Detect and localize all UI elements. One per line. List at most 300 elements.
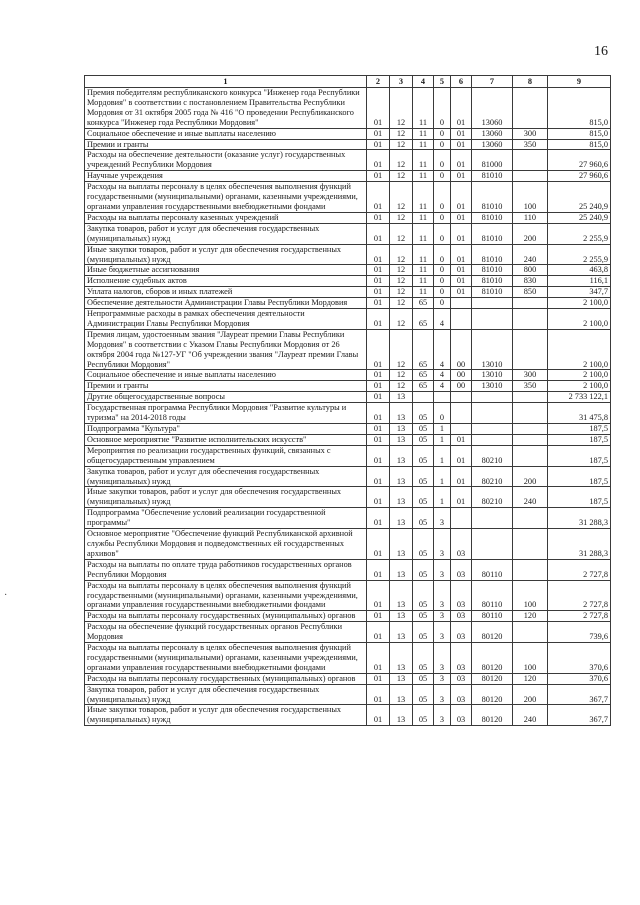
row-name-cell: Исполнение судебных актов	[85, 276, 367, 287]
row-name-cell: Уплата налогов, сборов и иных платежей	[85, 287, 367, 298]
row-code-cell: 3	[434, 673, 451, 684]
row-amount-cell: 2 100,0	[548, 329, 611, 370]
row-code-cell: 3	[434, 508, 451, 529]
row-code-cell: 00	[451, 329, 472, 370]
row-code-cell: 1	[434, 487, 451, 508]
row-amount-cell: 25 240,9	[548, 182, 611, 213]
row-code-cell: 01	[367, 128, 390, 139]
row-name-cell: Научные учреждения	[85, 171, 367, 182]
row-code-cell: 13	[390, 559, 413, 580]
row-code-cell	[451, 403, 472, 424]
row-name-cell: Расходы на обеспечение функций государственных органов Республики Мордовия	[85, 622, 367, 643]
row-code-cell: 05	[413, 403, 434, 424]
row-code-cell: 13	[390, 580, 413, 611]
row-code-cell: 05	[413, 466, 434, 487]
row-code-cell: 05	[413, 508, 434, 529]
row-code-cell: 01	[451, 466, 472, 487]
row-name-cell: Мероприятия по реализации государственных функций, связанных с общегосударственным управлением	[85, 445, 367, 466]
table-row	[85, 643, 611, 674]
row-code-cell: 65	[413, 370, 434, 381]
row-code-cell: 12	[390, 212, 413, 223]
row-code-cell: 81010	[472, 223, 513, 244]
row-code-cell: 01	[367, 276, 390, 287]
row-code-cell: 01	[451, 212, 472, 223]
row-code-cell: 3	[434, 559, 451, 580]
row-code-cell: 240	[513, 244, 548, 265]
row-code-cell: 05	[413, 643, 434, 674]
row-code-cell: 80120	[472, 705, 513, 726]
row-code-cell: 01	[367, 139, 390, 150]
header-col-5: 5	[434, 76, 451, 88]
row-code-cell: 01	[367, 580, 390, 611]
row-amount-cell: 739,6	[548, 622, 611, 643]
row-code-cell	[513, 403, 548, 424]
row-code-cell	[513, 529, 548, 560]
row-code-cell: 01	[367, 487, 390, 508]
budget-table	[84, 75, 611, 726]
row-code-cell: 01	[367, 466, 390, 487]
row-code-cell	[472, 309, 513, 330]
row-amount-cell: 187,5	[548, 445, 611, 466]
table-row	[85, 508, 611, 529]
row-code-cell: 13060	[472, 88, 513, 129]
row-code-cell	[513, 329, 548, 370]
row-code-cell: 0	[434, 88, 451, 129]
table-row	[85, 559, 611, 580]
row-amount-cell: 31 288,3	[548, 508, 611, 529]
table-body	[85, 76, 611, 726]
row-code-cell: 4	[434, 370, 451, 381]
row-code-cell: 12	[390, 276, 413, 287]
header-col-1: 1	[85, 76, 367, 88]
row-name-cell: Расходы на выплаты персоналу в целях обеспечения выполнения функций государственными (муниципальными) органами, казенными учреждениями, органами управления государственными внебюджетными фондами	[85, 182, 367, 213]
row-code-cell: 3	[434, 684, 451, 705]
row-code-cell: 11	[413, 128, 434, 139]
table-row	[85, 265, 611, 276]
row-code-cell: 12	[390, 88, 413, 129]
table-row	[85, 487, 611, 508]
row-amount-cell: 367,7	[548, 684, 611, 705]
row-code-cell: 830	[513, 276, 548, 287]
row-code-cell: 80120	[472, 673, 513, 684]
table-row	[85, 88, 611, 129]
table-row	[85, 392, 611, 403]
row-name-cell: Расходы на выплаты персоналу в целях обеспечения выполнения функций государственными (муниципальными) органами, казенными учреждениями, органами управления государственными внебюджетными фондами	[85, 580, 367, 611]
row-code-cell: 4	[434, 381, 451, 392]
row-code-cell: 01	[367, 265, 390, 276]
row-code-cell	[513, 622, 548, 643]
row-code-cell: 01	[367, 622, 390, 643]
row-code-cell: 13	[390, 529, 413, 560]
header-col-2: 2	[367, 76, 390, 88]
row-name-cell: Расходы на выплаты персоналу государственных (муниципальных) органов	[85, 611, 367, 622]
row-name-cell: Подпрограмма "Культура"	[85, 424, 367, 435]
row-code-cell: 81010	[472, 276, 513, 287]
row-code-cell: 0	[434, 265, 451, 276]
row-code-cell: 03	[451, 611, 472, 622]
row-amount-cell: 347,7	[548, 287, 611, 298]
row-name-cell: Премия лицам, удостоенным звания "Лауреат премии Главы Республики Мордовия" в соответствии с Указом Главы Республики Мордовия от 26 октября 2004 года №127-УГ "Об учреждении звания "Лауреат премии Главы Республики Мордовия"	[85, 329, 367, 370]
row-code-cell: 300	[513, 370, 548, 381]
row-name-cell: Непрограммные расходы в рамках обеспечения деятельности Администрации Главы Республики Мордовия	[85, 309, 367, 330]
row-code-cell: 13010	[472, 329, 513, 370]
row-code-cell: 13	[390, 611, 413, 622]
table-row	[85, 434, 611, 445]
row-name-cell: Расходы на выплаты по оплате труда работников государственных органов Республики Мордовия	[85, 559, 367, 580]
row-code-cell: 12	[390, 223, 413, 244]
row-amount-cell: 2 100,0	[548, 309, 611, 330]
row-code-cell: 80110	[472, 559, 513, 580]
row-code-cell: 05	[413, 434, 434, 445]
row-amount-cell: 31 288,3	[548, 529, 611, 560]
row-code-cell: 12	[390, 370, 413, 381]
row-code-cell: 120	[513, 673, 548, 684]
row-amount-cell: 2 727,8	[548, 611, 611, 622]
row-code-cell: 05	[413, 529, 434, 560]
row-code-cell	[413, 392, 434, 403]
row-code-cell: 11	[413, 150, 434, 171]
row-code-cell: 13	[390, 403, 413, 424]
row-code-cell: 13060	[472, 128, 513, 139]
row-code-cell: 01	[451, 487, 472, 508]
row-code-cell: 0	[434, 182, 451, 213]
row-amount-cell: 2 255,9	[548, 244, 611, 265]
row-amount-cell: 2 100,0	[548, 370, 611, 381]
row-name-cell: Подпрограмма "Обеспечение условий реализации государственной программы"	[85, 508, 367, 529]
row-code-cell: 01	[367, 643, 390, 674]
row-code-cell: 65	[413, 309, 434, 330]
row-code-cell: 0	[434, 212, 451, 223]
table-row	[85, 580, 611, 611]
row-code-cell: 03	[451, 622, 472, 643]
row-code-cell: 13	[390, 684, 413, 705]
row-code-cell	[472, 529, 513, 560]
row-code-cell: 0	[434, 128, 451, 139]
row-code-cell: 05	[413, 424, 434, 435]
header-col-8: 8	[513, 76, 548, 88]
table-row	[85, 622, 611, 643]
table-row	[85, 370, 611, 381]
row-code-cell: 81010	[472, 171, 513, 182]
row-code-cell: 01	[451, 139, 472, 150]
row-code-cell: 12	[390, 171, 413, 182]
header-col-6: 6	[451, 76, 472, 88]
table-row	[85, 223, 611, 244]
row-amount-cell: 463,8	[548, 265, 611, 276]
row-code-cell: 300	[513, 128, 548, 139]
row-code-cell: 81010	[472, 287, 513, 298]
row-code-cell: 01	[367, 705, 390, 726]
row-code-cell: 350	[513, 139, 548, 150]
row-code-cell: 200	[513, 684, 548, 705]
header-col-3: 3	[390, 76, 413, 88]
row-name-cell: Расходы на обеспечение деятельности (оказание услуг) государственных учреждений Республики Мордовия	[85, 150, 367, 171]
row-code-cell: 05	[413, 684, 434, 705]
row-code-cell: 05	[413, 580, 434, 611]
row-code-cell: 12	[390, 244, 413, 265]
row-name-cell: Иные бюджетные ассигнования	[85, 265, 367, 276]
row-code-cell: 4	[434, 309, 451, 330]
table-row	[85, 171, 611, 182]
row-code-cell	[472, 434, 513, 445]
row-code-cell: 01	[367, 244, 390, 265]
row-code-cell: 81010	[472, 182, 513, 213]
row-code-cell: 80120	[472, 643, 513, 674]
row-name-cell: Премия победителям республиканского конкурса "Инженер года Республики Мордовия" в соответствии с постановлением Правительства Республики Мордовия от 31 октября 2005 года № 416 "О проведении Республиканского конкурса "Инженер года Республики Мордовия"	[85, 88, 367, 129]
row-code-cell	[472, 298, 513, 309]
row-code-cell: 100	[513, 643, 548, 674]
row-code-cell: 05	[413, 445, 434, 466]
row-code-cell: 240	[513, 487, 548, 508]
row-code-cell: 800	[513, 265, 548, 276]
row-code-cell	[513, 434, 548, 445]
row-amount-cell: 370,6	[548, 643, 611, 674]
row-code-cell: 13	[390, 434, 413, 445]
row-code-cell: 80120	[472, 684, 513, 705]
table-row	[85, 276, 611, 287]
row-code-cell: 80110	[472, 580, 513, 611]
row-code-cell: 3	[434, 705, 451, 726]
row-code-cell: 200	[513, 223, 548, 244]
row-code-cell: 0	[434, 287, 451, 298]
row-code-cell: 01	[367, 611, 390, 622]
row-name-cell: Премии и гранты	[85, 381, 367, 392]
row-code-cell: 01	[451, 88, 472, 129]
row-code-cell: 12	[390, 128, 413, 139]
row-code-cell: 11	[413, 287, 434, 298]
row-amount-cell: 27 960,6	[548, 150, 611, 171]
row-name-cell: Государственная программа Республики Мордовия "Развитие культуры и туризма" на 2014-2018 годы	[85, 403, 367, 424]
row-name-cell: Закупка товаров, работ и услуг для обеспечения государственных (муниципальных) нужд	[85, 466, 367, 487]
row-code-cell: 3	[434, 529, 451, 560]
row-code-cell: 80120	[472, 622, 513, 643]
row-amount-cell: 815,0	[548, 88, 611, 129]
row-name-cell: Основное мероприятие "Развитие исполнительских искусств"	[85, 434, 367, 445]
row-code-cell: 240	[513, 705, 548, 726]
row-amount-cell: 2 100,0	[548, 298, 611, 309]
row-code-cell: 01	[367, 434, 390, 445]
row-code-cell: 80210	[472, 466, 513, 487]
row-amount-cell: 2 733 122,1	[548, 392, 611, 403]
row-code-cell: 11	[413, 265, 434, 276]
row-amount-cell: 187,5	[548, 424, 611, 435]
row-code-cell: 01	[451, 128, 472, 139]
row-code-cell: 3	[434, 622, 451, 643]
row-code-cell	[472, 392, 513, 403]
row-code-cell: 81010	[472, 265, 513, 276]
row-name-cell: Иные закупки товаров, работ и услуг для обеспечения государственных (муниципальных) нужд	[85, 705, 367, 726]
row-code-cell: 0	[434, 403, 451, 424]
row-code-cell: 3	[434, 643, 451, 674]
row-amount-cell: 370,6	[548, 673, 611, 684]
row-code-cell	[513, 150, 548, 171]
table-row	[85, 244, 611, 265]
row-code-cell: 01	[367, 529, 390, 560]
row-amount-cell: 187,5	[548, 487, 611, 508]
row-code-cell: 13	[390, 466, 413, 487]
row-code-cell	[451, 508, 472, 529]
page-number: 16	[594, 44, 608, 59]
row-name-cell: Иные закупки товаров, работ и услуг для обеспечения государственных (муниципальных) нужд	[85, 487, 367, 508]
row-name-cell: Расходы на выплаты персоналу казенных учреждений	[85, 212, 367, 223]
row-amount-cell: 25 240,9	[548, 212, 611, 223]
row-code-cell: 120	[513, 611, 548, 622]
table-row	[85, 182, 611, 213]
row-code-cell: 01	[367, 171, 390, 182]
row-code-cell: 65	[413, 329, 434, 370]
row-code-cell: 01	[451, 287, 472, 298]
row-name-cell: Расходы на выплаты персоналу государственных (муниципальных) органов	[85, 673, 367, 684]
row-code-cell: 110	[513, 212, 548, 223]
row-code-cell: 01	[451, 445, 472, 466]
row-amount-cell: 815,0	[548, 139, 611, 150]
row-code-cell: 12	[390, 298, 413, 309]
row-code-cell: 11	[413, 212, 434, 223]
row-code-cell	[513, 424, 548, 435]
row-name-cell: Социальное обеспечение и иные выплаты населению	[85, 370, 367, 381]
row-code-cell: 00	[451, 370, 472, 381]
row-code-cell: 01	[367, 370, 390, 381]
row-code-cell: 0	[434, 298, 451, 309]
row-code-cell: 11	[413, 139, 434, 150]
row-code-cell: 13010	[472, 381, 513, 392]
row-code-cell: 03	[451, 529, 472, 560]
row-amount-cell: 187,5	[548, 466, 611, 487]
row-code-cell: 05	[413, 611, 434, 622]
row-code-cell: 12	[390, 287, 413, 298]
row-code-cell	[451, 298, 472, 309]
row-code-cell: 01	[367, 298, 390, 309]
row-code-cell	[451, 424, 472, 435]
row-code-cell: 0	[434, 223, 451, 244]
row-code-cell: 4	[434, 329, 451, 370]
row-code-cell: 13	[390, 424, 413, 435]
row-code-cell: 13	[390, 673, 413, 684]
row-code-cell: 05	[413, 673, 434, 684]
row-code-cell: 1	[434, 424, 451, 435]
row-code-cell: 0	[434, 244, 451, 265]
table-row	[85, 705, 611, 726]
table-row	[85, 139, 611, 150]
row-code-cell: 0	[434, 276, 451, 287]
row-code-cell: 12	[390, 182, 413, 213]
row-code-cell: 1	[434, 434, 451, 445]
row-code-cell	[513, 445, 548, 466]
row-code-cell: 01	[367, 559, 390, 580]
row-code-cell: 12	[390, 329, 413, 370]
row-code-cell: 1	[434, 466, 451, 487]
row-code-cell: 80210	[472, 445, 513, 466]
table-row	[85, 684, 611, 705]
row-code-cell: 13	[390, 643, 413, 674]
row-code-cell	[513, 88, 548, 129]
row-name-cell: Основное мероприятие "Обеспечение функций Республиканской архивной службы Республики Мордовия и подведомственных ей государственных архивов"	[85, 529, 367, 560]
row-code-cell: 13	[390, 705, 413, 726]
row-code-cell: 200	[513, 466, 548, 487]
row-code-cell	[513, 298, 548, 309]
table-row	[85, 424, 611, 435]
row-code-cell: 13	[390, 622, 413, 643]
row-code-cell: 13	[390, 487, 413, 508]
row-code-cell: 01	[451, 276, 472, 287]
row-code-cell: 850	[513, 287, 548, 298]
row-code-cell: 05	[413, 622, 434, 643]
row-name-cell: Иные закупки товаров, работ и услуг для обеспечения государственных (муниципальных) нужд	[85, 244, 367, 265]
table-row	[85, 212, 611, 223]
row-amount-cell: 367,7	[548, 705, 611, 726]
row-code-cell: 11	[413, 276, 434, 287]
row-code-cell: 01	[367, 684, 390, 705]
table-row	[85, 150, 611, 171]
row-code-cell: 03	[451, 643, 472, 674]
row-code-cell: 13	[390, 508, 413, 529]
header-col-4: 4	[413, 76, 434, 88]
row-code-cell: 81010	[472, 212, 513, 223]
row-amount-cell: 2 255,9	[548, 223, 611, 244]
row-name-cell: Закупка товаров, работ и услуг для обеспечения государственных (муниципальных) нужд	[85, 223, 367, 244]
table-row	[85, 309, 611, 330]
header-col-9: 9	[548, 76, 611, 88]
row-code-cell: 100	[513, 182, 548, 213]
row-code-cell	[513, 392, 548, 403]
row-code-cell: 01	[451, 265, 472, 276]
row-code-cell	[472, 403, 513, 424]
row-code-cell: 65	[413, 298, 434, 309]
row-code-cell: 1	[434, 445, 451, 466]
row-amount-cell: 27 960,6	[548, 171, 611, 182]
row-code-cell: 3	[434, 611, 451, 622]
row-amount-cell: 815,0	[548, 128, 611, 139]
row-code-cell: 01	[451, 182, 472, 213]
row-code-cell: 01	[367, 673, 390, 684]
row-code-cell: 05	[413, 705, 434, 726]
row-amount-cell: 116,1	[548, 276, 611, 287]
row-code-cell: 01	[367, 150, 390, 171]
row-code-cell: 13	[390, 445, 413, 466]
row-code-cell: 01	[367, 381, 390, 392]
row-code-cell	[513, 508, 548, 529]
row-name-cell: Расходы на выплаты персоналу в целях обеспечения выполнения функций государственными (муниципальными) органами, казенными учреждениями, органами управления государственными внебюджетными фондами	[85, 643, 367, 674]
table-row	[85, 298, 611, 309]
table-row	[85, 128, 611, 139]
row-amount-cell: 2 727,8	[548, 580, 611, 611]
row-code-cell: 01	[367, 88, 390, 129]
row-code-cell: 03	[451, 705, 472, 726]
row-code-cell: 11	[413, 182, 434, 213]
row-code-cell: 01	[367, 424, 390, 435]
row-code-cell: 03	[451, 673, 472, 684]
row-code-cell: 00	[451, 381, 472, 392]
row-name-cell: Закупка товаров, работ и услуг для обеспечения государственных (муниципальных) нужд	[85, 684, 367, 705]
row-code-cell	[434, 392, 451, 403]
table-row	[85, 673, 611, 684]
row-amount-cell: 31 475,8	[548, 403, 611, 424]
row-code-cell: 12	[390, 265, 413, 276]
row-code-cell: 350	[513, 381, 548, 392]
row-code-cell: 13060	[472, 139, 513, 150]
row-code-cell: 01	[367, 287, 390, 298]
header-col-7: 7	[472, 76, 513, 88]
table-row	[85, 403, 611, 424]
row-code-cell	[451, 392, 472, 403]
row-code-cell: 01	[367, 392, 390, 403]
row-code-cell: 01	[367, 309, 390, 330]
row-code-cell: 11	[413, 223, 434, 244]
row-code-cell: 01	[367, 223, 390, 244]
table-header-row	[85, 76, 611, 88]
row-name-cell: Обеспечение деятельности Администрации Главы Республики Мордовия	[85, 298, 367, 309]
row-code-cell: 05	[413, 559, 434, 580]
